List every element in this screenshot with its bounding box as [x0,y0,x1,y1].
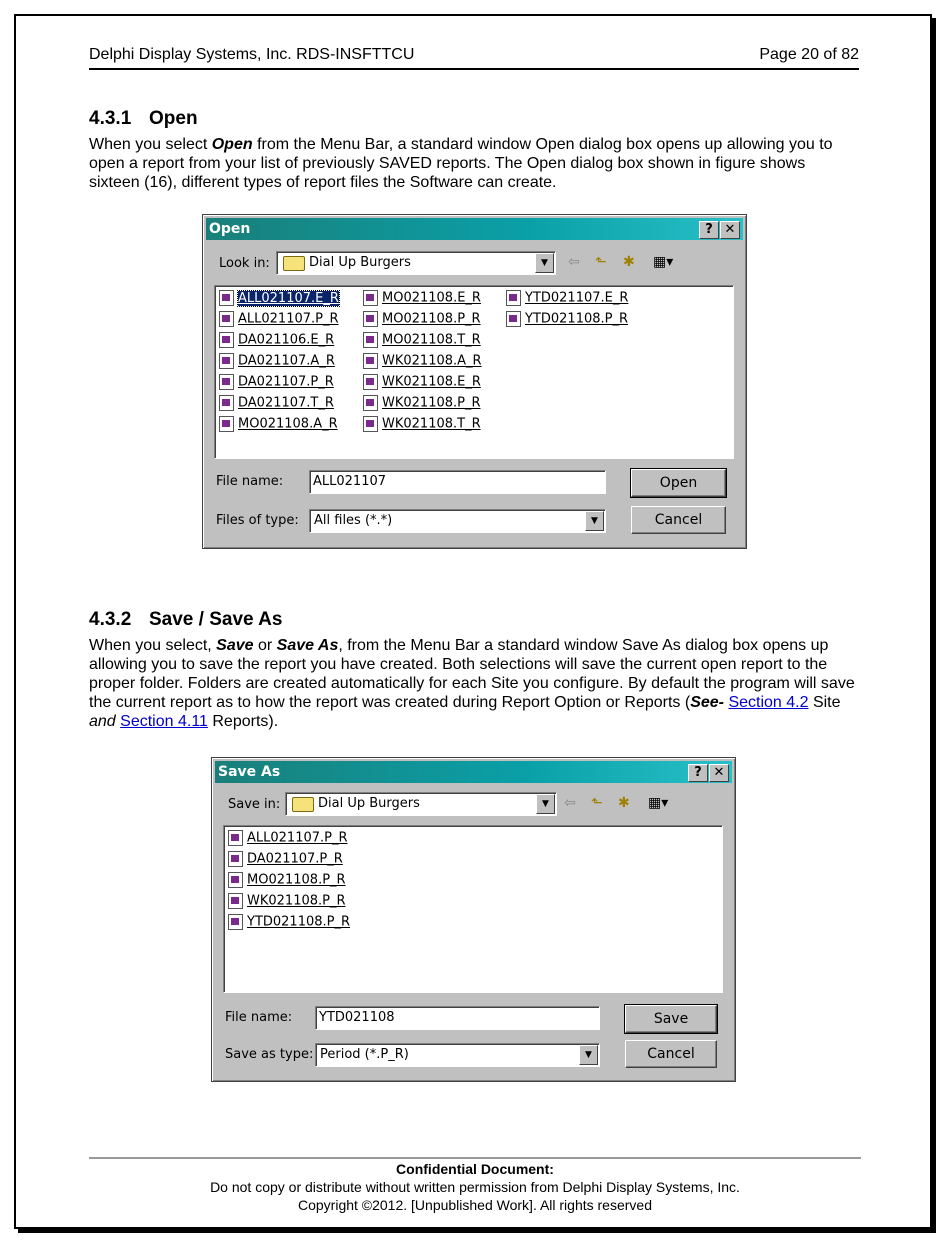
folder-icon [292,797,314,812]
cancel-button[interactable]: Cancel [631,506,726,534]
look-in-value: Dial Up Burgers [309,255,411,270]
list-item[interactable]: YTD021107.E_R [506,290,628,309]
save-button[interactable]: Save [625,1005,717,1033]
report-file-icon [219,290,234,306]
list-item[interactable]: YTD021108.P_R [506,311,628,330]
page-header [89,46,859,70]
footer-title: Confidential Document: [396,1161,554,1177]
list-item[interactable]: DA021107.P_R [219,374,334,393]
save-as-type-dropdown[interactable]: Period (*.P_R) ▼ [315,1043,600,1067]
list-item[interactable]: MO021108.A_R [219,416,338,435]
list-item[interactable]: ALL021107.P_R [219,311,339,330]
report-file-icon [219,332,234,348]
save-in-label: Save in: [228,797,281,812]
dialog-title: Save As [218,764,281,780]
help-button[interactable]: ? [688,764,708,782]
dialog-title: Open [209,221,251,237]
report-file-icon [363,416,378,432]
list-item[interactable]: MO021108.E_R [363,290,481,309]
section-4-11-link[interactable]: Section 4.11 [120,713,208,730]
report-file-icon [219,395,234,411]
file-name-label: File name: [216,474,284,489]
header-company: Delphi Display Systems, Inc. RDS-INSFTTCU [89,46,415,63]
section-number: 4.3.2 [89,609,132,630]
report-file-icon [219,416,234,432]
up-folder-icon[interactable]: ⬑ [595,254,607,270]
section-heading-save [89,609,282,631]
new-folder-icon[interactable]: ✱ [618,795,630,811]
footer-copyright: Copyright ©2012. [Unpublished Work]. All rights reserved [297,1197,652,1213]
list-item[interactable]: WK021108.P_R [363,395,481,414]
save-in-dropdown[interactable] [285,792,557,816]
file-name-input[interactable]: ALL021107 [309,470,606,494]
report-file-icon [363,353,378,369]
list-item[interactable]: WK021108.P_R [228,893,346,912]
folder-icon [283,256,305,271]
files-of-type-dropdown[interactable]: All files (*.*) ▼ [309,509,606,533]
open-button[interactable]: Open [631,469,726,497]
open-dialog [202,214,747,549]
section-title: Open [149,108,198,129]
report-file-icon [363,311,378,327]
view-menu-icon[interactable]: ▦▾ [648,795,669,811]
list-item[interactable]: MO021108.P_R [228,872,346,891]
report-file-icon [363,374,378,390]
list-item[interactable]: YTD021108.P_R [228,914,350,933]
cancel-button[interactable]: Cancel [625,1040,717,1068]
list-item[interactable]: MO021108.P_R [363,311,481,330]
footer-divider [89,1157,861,1159]
list-item[interactable]: MO021108.T_R [363,332,481,351]
file-list[interactable] [214,285,734,459]
save-in-value: Dial Up Burgers [318,796,420,811]
report-file-icon [363,290,378,306]
files-of-type-label: Files of type: [216,513,299,528]
section-heading-open [89,108,198,130]
list-item[interactable]: DA021107.A_R [219,353,335,372]
footer-notice: Do not copy or distribute without written permission from Delphi Display Systems, Inc. [210,1179,740,1195]
chevron-down-icon[interactable]: ▼ [535,253,554,273]
close-button[interactable]: ✕ [709,764,729,782]
section-title: Save / Save As [149,609,283,630]
report-file-icon [219,374,234,390]
help-button[interactable]: ? [699,221,719,239]
file-name-label: File name: [225,1010,293,1025]
up-folder-icon[interactable]: ⬑ [591,795,603,811]
report-file-icon [506,290,521,306]
dialog-titlebar [206,218,743,240]
report-file-icon [228,851,243,867]
report-file-icon [219,353,234,369]
chevron-down-icon[interactable]: ▼ [585,511,604,531]
file-list[interactable] [223,825,723,993]
dialog-titlebar [215,761,732,783]
report-file-icon [228,872,243,888]
new-folder-icon[interactable]: ✱ [623,254,635,270]
list-item[interactable]: ALL021107.E_R [219,290,339,309]
report-file-icon [506,311,521,327]
report-file-icon [363,332,378,348]
look-in-dropdown[interactable] [276,251,556,275]
report-file-icon [219,311,234,327]
back-icon[interactable]: ⇦ [568,254,580,270]
list-item[interactable]: DA021107.T_R [219,395,334,414]
page-number: Page 20 of 82 [759,46,859,63]
file-name-input[interactable]: YTD021108 [315,1006,600,1030]
list-item[interactable]: DA021107.P_R [228,851,343,870]
list-item[interactable]: WK021108.E_R [363,374,481,393]
section-4-2-link[interactable]: Section 4.2 [728,694,809,711]
list-item[interactable]: ALL021107.P_R [228,830,348,849]
report-file-icon [228,830,243,846]
look-in-label: Look in: [219,256,270,271]
chevron-down-icon[interactable]: ▼ [579,1045,598,1065]
list-item[interactable]: WK021108.T_R [363,416,481,435]
report-file-icon [228,893,243,909]
list-item[interactable]: WK021108.A_R [363,353,482,372]
back-icon[interactable]: ⇦ [564,795,576,811]
list-item[interactable]: DA021106.E_R [219,332,334,351]
report-file-icon [363,395,378,411]
save-paragraph: When you select, Save or Save As, from the Menu Bar a standard window Save As dialog box opens up allowing you to save the report you have created. Both selections will save the current open report to the proper folder. Folders are created automatically for each Site you configure. By default the program will save the current report as to how the report was created during Report Option or Reports (See- Section 4.2 Site and Section 4.11 Reports). [89,637,855,730]
report-file-icon [228,914,243,930]
save-as-type-label: Save as type: [225,1047,314,1062]
view-menu-icon[interactable]: ▦▾ [653,254,674,270]
chevron-down-icon[interactable]: ▼ [536,794,555,814]
close-button[interactable]: ✕ [720,221,740,239]
section-number: 4.3.1 [89,108,132,129]
save-as-dialog [211,757,736,1082]
open-paragraph: When you select Open from the Menu Bar, a standard window Open dialog box opens up allowing you to open a report from your list of previously SAVED reports. The Open dialog box shown in figure shows sixteen (16), different types of report files the Software can create. [89,136,833,191]
